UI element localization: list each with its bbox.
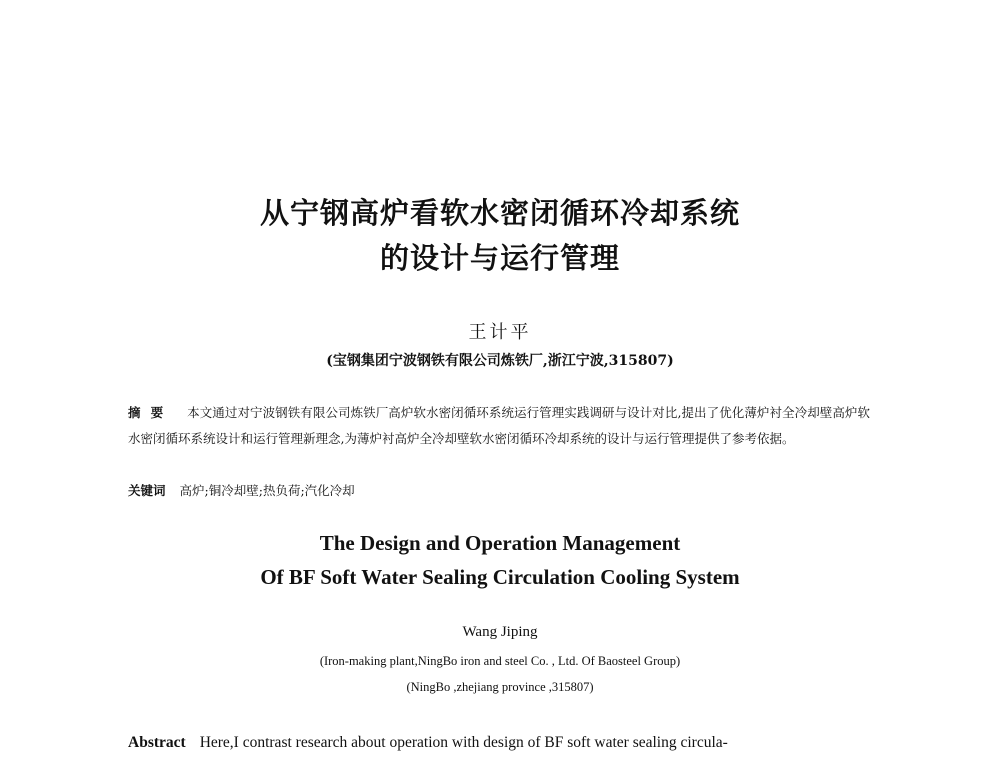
- chinese-abstract-text: 本文通过对宁波钢铁有限公司炼铁厂高炉软水密闭循环系统运行管理实践调研与设计对比,提出了优化薄炉衬全冷却壁高炉软水密闭循环系统设计和运行管理新理念,为薄炉衬高炉全冷却壁软水密闭循环冷却系统的设计与运行管理提供了参考依据。: [128, 405, 870, 446]
- chinese-title-line-2: 的设计与运行管理: [379, 241, 620, 275]
- english-title-line-2: Of BF Soft Water Sealing Circulation Cooling System: [260, 565, 740, 589]
- chinese-keywords: [128, 478, 870, 504]
- chinese-author: 王计平: [468, 322, 532, 343]
- chinese-affiliation: (宝钢集团宁波钢铁有限公司炼铁厂,浙江宁波,315807): [326, 353, 674, 369]
- chinese-keywords-label: 关键词: [128, 483, 166, 498]
- english-abstract-text: Here,I contrast research about operation with design of BF soft water sealing circula-: [199, 734, 728, 751]
- chinese-title-line-1: 从宁钢高炉看软水密闭循环冷却系统: [259, 196, 740, 230]
- english-title-line-1: The Design and Operation Management: [319, 531, 681, 555]
- english-abstract: [128, 730, 870, 756]
- english-author: Wang Jiping: [462, 624, 538, 640]
- chinese-abstract-label: 摘要: [128, 405, 174, 420]
- english-affiliation-line-1: (Iron-making plant,NingBo iron and steel Co. , Ltd. Of Baosteel Group): [319, 654, 681, 668]
- chinese-abstract: [128, 400, 870, 452]
- english-affiliation-line-2: (NingBo ,zhejiang province ,315807): [406, 680, 594, 694]
- english-abstract-label: Abstract: [128, 734, 186, 751]
- chinese-keywords-text: 高炉;铜冷却壁;热负荷;汽化冷却: [179, 483, 355, 498]
